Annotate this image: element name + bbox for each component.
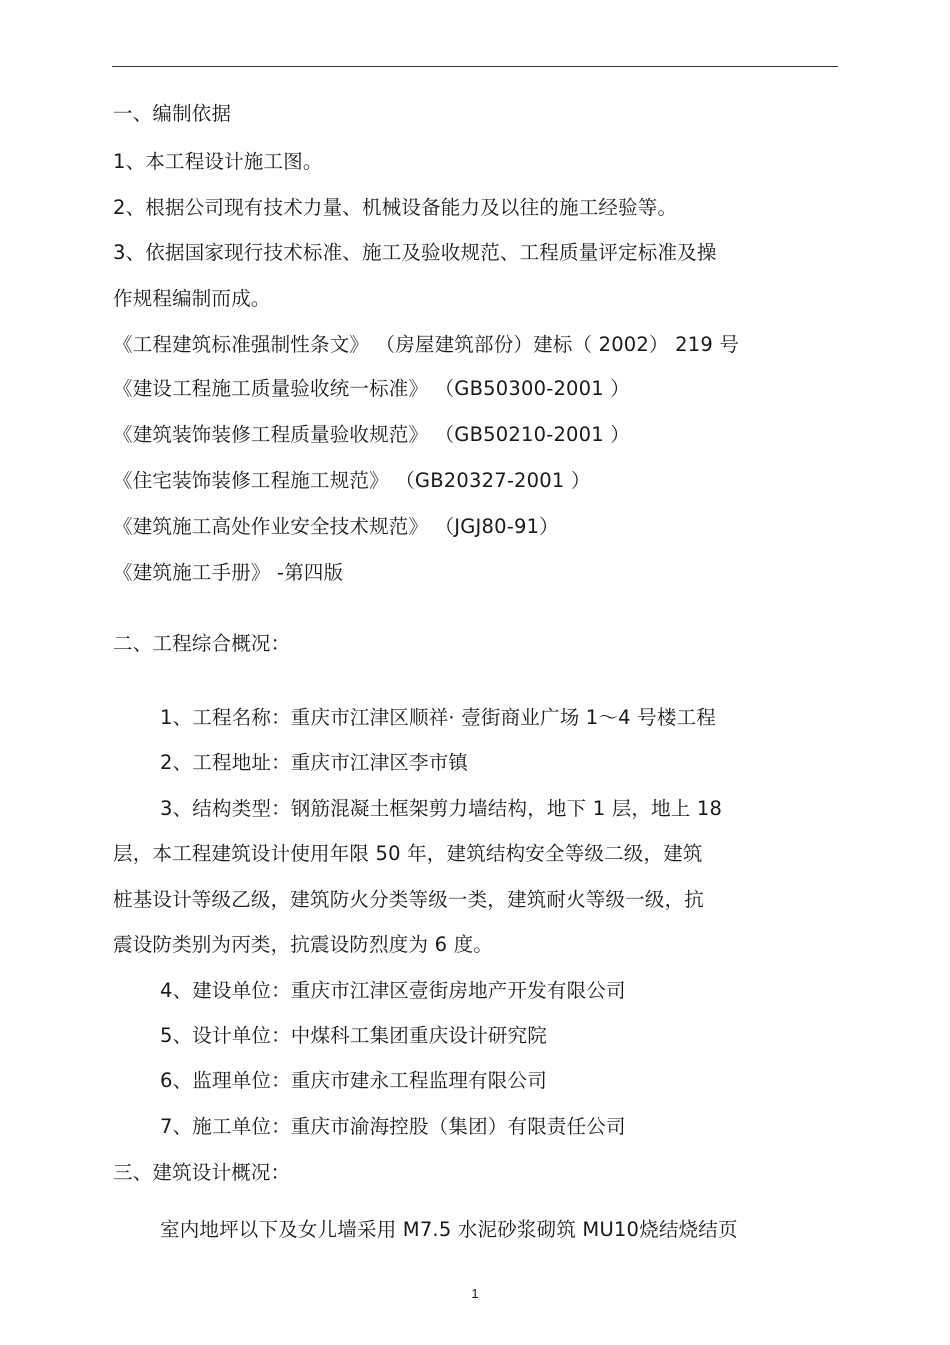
section3-heading: 三、建筑设计概况： bbox=[113, 1161, 291, 1184]
section2-item-3-cont-2: 桩基设计等级乙级，建筑防火分类等级一类，建筑耐火等级一级，抗 bbox=[113, 888, 705, 911]
reference-3: 《建筑装饰装修工程质量验收规范》 （GB50210-2001 ） bbox=[113, 423, 630, 446]
section1-item-3: 3、依据国家现行技术标准、施工及验收规范、工程质量评定标准及操 bbox=[113, 241, 717, 264]
section3-paragraph: 室内地坪以下及女儿墙采用 M7.5 水泥砂浆砌筑 MU10烧结烧结页 bbox=[160, 1218, 738, 1241]
section2-item-6: 6、监理单位：重庆市建永工程监理有限公司 bbox=[160, 1069, 547, 1092]
header-rule bbox=[112, 66, 838, 67]
section1-item-2: 2、根据公司现有技术力量、机械设备能力及以往的施工经验等。 bbox=[113, 196, 678, 219]
page-number: 1 bbox=[471, 1286, 479, 1301]
section1-item-3-cont: 作规程编制而成。 bbox=[113, 287, 271, 310]
section2-item-3: 3、结构类型：钢筋混凝土框架剪力墙结构，地下 1 层，地上 18 bbox=[160, 797, 723, 820]
section2-item-3-cont-3: 震设防类别为丙类，抗震设防烈度为 6 度。 bbox=[113, 933, 494, 956]
reference-2: 《建设工程施工质量验收统一标准》 （GB50300-2001 ） bbox=[113, 377, 630, 400]
section2-item-3-cont-1: 层，本工程建筑设计使用年限 50 年，建筑结构安全等级二级，建筑 bbox=[113, 842, 703, 865]
section2-heading: 二、工程综合概况： bbox=[113, 632, 291, 655]
section2-item-2: 2、工程地址：重庆市江津区李市镇 bbox=[160, 751, 469, 774]
section1-item-1: 1、本工程设计施工图。 bbox=[113, 150, 323, 173]
section2-item-5: 5、设计单位：中煤科工集团重庆设计研究院 bbox=[160, 1024, 547, 1047]
section1-heading: 一、编制依据 bbox=[113, 102, 232, 125]
reference-5: 《建筑施工高处作业安全技术规范》 （JGJ80-91） bbox=[113, 515, 559, 538]
section2-item-7: 7、施工单位：重庆市渝海控股（集团）有限责任公司 bbox=[160, 1115, 626, 1138]
reference-4: 《住宅装饰装修工程施工规范》 （GB20327-2001 ） bbox=[113, 469, 591, 492]
section2-item-4: 4、建设单位：重庆市江津区壹街房地产开发有限公司 bbox=[160, 979, 626, 1002]
reference-6: 《建筑施工手册》 -第四版 bbox=[113, 561, 344, 584]
reference-1: 《工程建筑标准强制性条文》 （房屋建筑部份）建标（ 2002） 219 号 bbox=[113, 333, 740, 356]
section2-item-1: 1、工程名称：重庆市江津区顺祥· 壹街商业广场 1～4 号楼工程 bbox=[160, 706, 716, 729]
